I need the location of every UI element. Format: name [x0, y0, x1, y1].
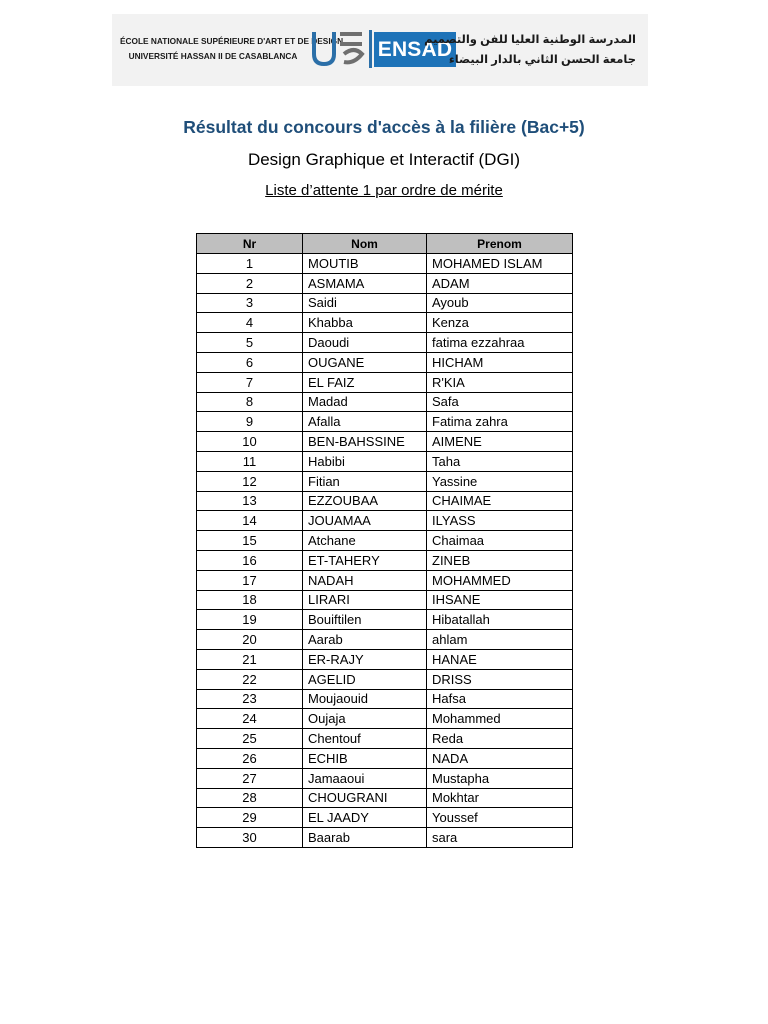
first-name-cell: MOHAMED ISLAM: [427, 254, 573, 274]
row-number-cell: 27: [197, 768, 303, 788]
table-row: [197, 570, 573, 590]
table-row: [197, 630, 573, 650]
first-name-cell: Ayoub: [427, 293, 573, 313]
first-name-cell: Kenza: [427, 313, 573, 333]
table-header-row: [197, 234, 573, 254]
last-name-cell: AGELID: [303, 669, 427, 689]
table-body: [197, 254, 573, 848]
row-number-cell: 9: [197, 412, 303, 432]
first-name-cell: sara: [427, 828, 573, 848]
first-name-cell: Mustapha: [427, 768, 573, 788]
last-name-cell: Moujaouid: [303, 689, 427, 709]
row-number-cell: 19: [197, 610, 303, 630]
row-number-cell: 1: [197, 254, 303, 274]
table-row: [197, 273, 573, 293]
table-row: [197, 372, 573, 392]
row-number-cell: 10: [197, 432, 303, 452]
row-number-cell: 23: [197, 689, 303, 709]
row-number-cell: 18: [197, 590, 303, 610]
table-row: [197, 511, 573, 531]
table-row: [197, 669, 573, 689]
first-name-cell: Mokhtar: [427, 788, 573, 808]
last-name-cell: Khabba: [303, 313, 427, 333]
column-header-nom: Nom: [303, 234, 427, 254]
first-name-cell: HANAE: [427, 649, 573, 669]
table-row: [197, 531, 573, 551]
table-row: [197, 432, 573, 452]
last-name-cell: ECHIB: [303, 748, 427, 768]
first-name-cell: fatima ezzahraa: [427, 333, 573, 353]
program-name: Design Graphique et Interactif (DGI): [247, 150, 521, 169]
first-name-cell: DRISS: [427, 669, 573, 689]
last-name-cell: Saidi: [303, 293, 427, 313]
first-name-cell: IHSANE: [427, 590, 573, 610]
last-name-cell: Chentouf: [303, 729, 427, 749]
table-row: [197, 313, 573, 333]
ensad-logo-text: ENSAD: [377, 37, 453, 61]
row-number-cell: 3: [197, 293, 303, 313]
row-number-cell: 26: [197, 748, 303, 768]
row-number-cell: 28: [197, 788, 303, 808]
table-row: [197, 550, 573, 570]
last-name-cell: Atchane: [303, 531, 427, 551]
table-row: [197, 649, 573, 669]
last-name-cell: LIRARI: [303, 590, 427, 610]
first-name-cell: ahlam: [427, 630, 573, 650]
table-row: [197, 689, 573, 709]
row-number-cell: 6: [197, 352, 303, 372]
table-row: [197, 254, 573, 274]
last-name-cell: Bouiftilen: [303, 610, 427, 630]
last-name-cell: Daoudi: [303, 333, 427, 353]
school-name-arabic: [424, 30, 636, 70]
row-number-cell: 30: [197, 828, 303, 848]
row-number-cell: 17: [197, 570, 303, 590]
row-number-cell: 5: [197, 333, 303, 353]
row-number-cell: 25: [197, 729, 303, 749]
school-name-arabic-line1: المدرسة الوطنية العليا للفن والتصميم: [424, 34, 636, 46]
last-name-cell: Jamaaoui: [303, 768, 427, 788]
table-row: [197, 828, 573, 848]
first-name-cell: ZINEB: [427, 550, 573, 570]
first-name-cell: Hafsa: [427, 689, 573, 709]
first-name-cell: Reda: [427, 729, 573, 749]
first-name-cell: Safa: [427, 392, 573, 412]
table-row: [197, 471, 573, 491]
first-name-cell: MOHAMMED: [427, 570, 573, 590]
row-number-cell: 29: [197, 808, 303, 828]
first-name-cell: NADA: [427, 748, 573, 768]
first-name-cell: Taha: [427, 451, 573, 471]
last-name-cell: JOUAMAA: [303, 511, 427, 531]
table-row: [197, 808, 573, 828]
table-row: [197, 333, 573, 353]
table-row: [197, 729, 573, 749]
row-number-cell: 22: [197, 669, 303, 689]
table-row: [197, 293, 573, 313]
first-name-cell: AIMENE: [427, 432, 573, 452]
table-row: [197, 748, 573, 768]
row-number-cell: 2: [197, 273, 303, 293]
list-caption-text: Liste d’attente 1 par ordre de mérite: [265, 182, 503, 199]
table-row: [197, 451, 573, 471]
last-name-cell: BEN-BAHSSINE: [303, 432, 427, 452]
row-number-cell: 14: [197, 511, 303, 531]
university-name-arabic: جامعة الحسن الثاني بالدار البيضاء: [448, 54, 636, 66]
document-title: Résultat du concours d'accès à la filière (Bac+5): [183, 117, 585, 137]
first-name-cell: Chaimaa: [427, 531, 573, 551]
row-number-cell: 8: [197, 392, 303, 412]
last-name-cell: Aarab: [303, 630, 427, 650]
last-name-cell: ER-RAJY: [303, 649, 427, 669]
row-number-cell: 12: [197, 471, 303, 491]
column-header-nr: Nr: [197, 234, 303, 254]
last-name-cell: Habibi: [303, 451, 427, 471]
row-number-cell: 24: [197, 709, 303, 729]
row-number-cell: 4: [197, 313, 303, 333]
last-name-cell: ET-TAHERY: [303, 550, 427, 570]
table-row: [197, 788, 573, 808]
first-name-cell: ADAM: [427, 273, 573, 293]
table-row: [197, 352, 573, 372]
column-header-prenom: Prenom: [427, 234, 573, 254]
waiting-list-table: [196, 233, 573, 848]
first-name-cell: ILYASS: [427, 511, 573, 531]
row-number-cell: 11: [197, 451, 303, 471]
first-name-cell: R'KIA: [427, 372, 573, 392]
university-name-french: UNIVERSITÉ HASSAN II DE CASABLANCA: [128, 51, 298, 61]
last-name-cell: Madad: [303, 392, 427, 412]
last-name-cell: EZZOUBAA: [303, 491, 427, 511]
first-name-cell: HICHAM: [427, 352, 573, 372]
last-name-cell: Afalla: [303, 412, 427, 432]
table-row: [197, 412, 573, 432]
table-row: [197, 709, 573, 729]
table-row: [197, 590, 573, 610]
first-name-cell: Hibatallah: [427, 610, 573, 630]
first-name-cell: Fatima zahra: [427, 412, 573, 432]
last-name-cell: EL FAIZ: [303, 372, 427, 392]
school-name-french-line1: ÉCOLE NATIONALE SUPÉRIEURE D'ART ET DE DESIGN: [120, 36, 344, 46]
first-name-cell: Youssef: [427, 808, 573, 828]
last-name-cell: Baarab: [303, 828, 427, 848]
last-name-cell: EL JAADY: [303, 808, 427, 828]
table-row: [197, 610, 573, 630]
last-name-cell: NADAH: [303, 570, 427, 590]
last-name-cell: OUGANE: [303, 352, 427, 372]
last-name-cell: MOUTIB: [303, 254, 427, 274]
row-number-cell: 13: [197, 491, 303, 511]
row-number-cell: 7: [197, 372, 303, 392]
first-name-cell: Yassine: [427, 471, 573, 491]
first-name-cell: Mohammed: [427, 709, 573, 729]
last-name-cell: Fitian: [303, 471, 427, 491]
last-name-cell: ASMAMA: [303, 273, 427, 293]
last-name-cell: CHOUGRANI: [303, 788, 427, 808]
row-number-cell: 15: [197, 531, 303, 551]
logo-divider: [369, 30, 372, 68]
first-name-cell: CHAIMAE: [427, 491, 573, 511]
row-number-cell: 21: [197, 649, 303, 669]
row-number-cell: 20: [197, 630, 303, 650]
table-row: [197, 491, 573, 511]
table-row: [197, 392, 573, 412]
row-number-cell: 16: [197, 550, 303, 570]
list-caption: [0, 182, 768, 199]
last-name-cell: Oujaja: [303, 709, 427, 729]
university-logo-icon: [310, 28, 368, 70]
table-row: [197, 768, 573, 788]
school-name-french: [120, 34, 344, 64]
